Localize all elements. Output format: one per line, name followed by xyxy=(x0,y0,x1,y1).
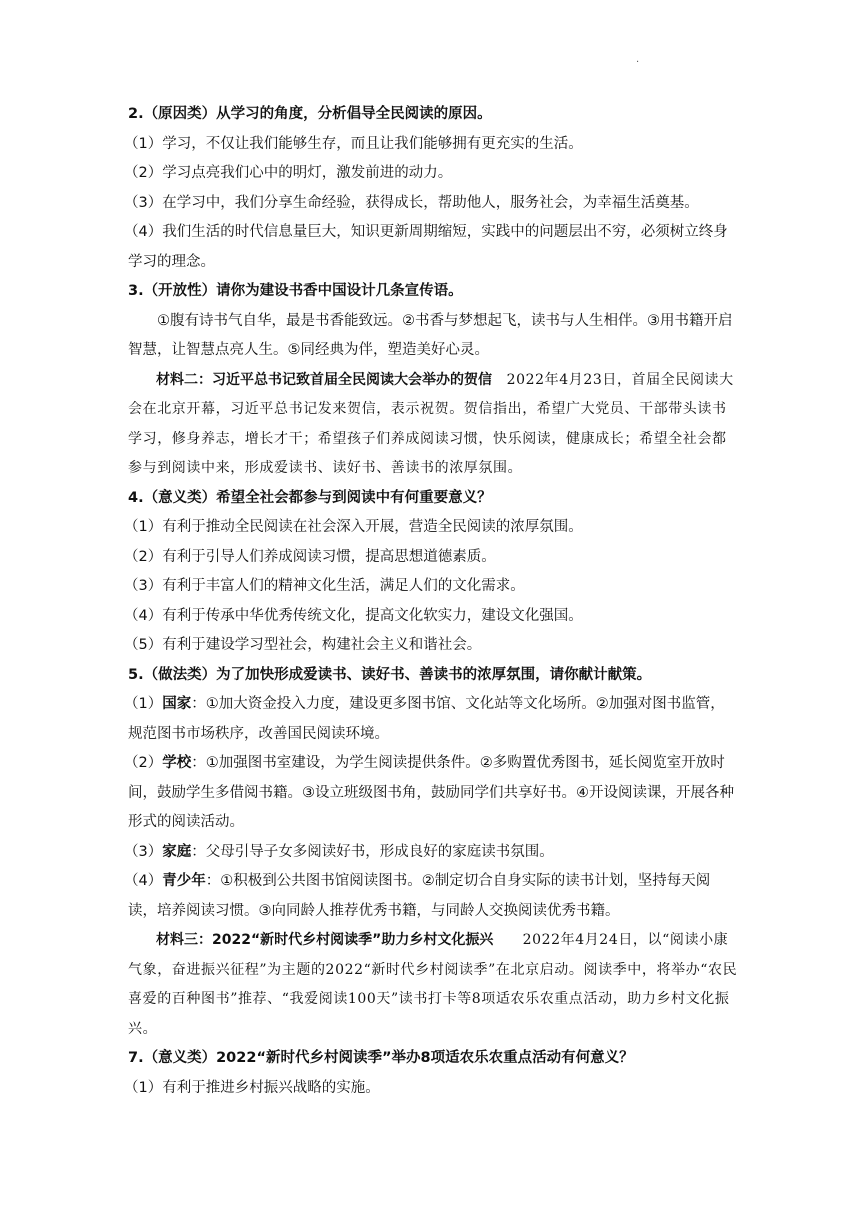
item-text: ：①加大资金投入力度，建设更多图书馆、文化站等文化场所。②加强对图书监管，规范图书市场秩序，改善国民阅读环境。 xyxy=(128,696,725,742)
header-dot: . xyxy=(636,54,640,65)
question-4-title: 4.（意义类）希望全社会都参与到阅读中有何重要意义？ xyxy=(128,489,492,506)
item-label: 学校 xyxy=(162,755,192,771)
question-5-item-family xyxy=(124,838,738,868)
question-3-answer: ①腹有诗书气自华，最是书香能致远。②书香与梦想起飞，读书与人生相伴。③用书籍开启智慧，让智慧点亮人生。⑤同经典为伴，塑造美好心灵。 xyxy=(128,312,733,358)
item-prefix: （2） xyxy=(124,755,163,771)
material-3-paragraph xyxy=(128,926,738,1044)
question-7-item: （1）有利于推进乡村振兴战略的实施。 xyxy=(124,1079,380,1096)
question-4-item: （2）有利于引导人们养成阅读习惯，提高思想道德素质。 xyxy=(124,548,496,565)
material-2-body: 2022年4月23日，首届全民阅读大会在北京开幕，习近平总书记发来贺信，表示祝贺。贺信指出，希望广大党员、干部带头读书学习，修身养志，增长才干；希望孩子们养成阅读习惯，快乐阅读，健康成长；希望全社会都参与到阅读中来，形成爱读书、读好书、善读书的浓厚氛围。 xyxy=(128,371,734,476)
item-prefix: （1） xyxy=(124,696,163,712)
material-3-body: 2022年4月24日，以“阅读小康气象，奋进振兴征程”为主题的2022“新时代乡村阅读季”在北京启动。阅读季中，将举办“农民喜爱的百种图书”推荐、“我爱阅读100天”读书打卡等8项适农乐农重点活动，助力乡村文化振兴。 xyxy=(128,932,738,1037)
question-7-title: 7.（意义类）2022“新时代乡村阅读季”举办8项适农乐农重点活动有何意义？ xyxy=(128,1050,634,1066)
item-text: ：父母引导子女多阅读好书，形成良好的家庭读书氛围。 xyxy=(191,843,554,860)
question-2-item: （1）学习，不仅让我们能够生存，而且让我们能够拥有更充实的生活。 xyxy=(124,135,583,152)
question-2-item: （3）在学习中，我们分享生命经验，获得成长，帮助他人，服务社会，为幸福生活奠基。 xyxy=(124,194,699,211)
question-2-title: 2.（原因类）从学习的角度，分析倡导全民阅读的原因。 xyxy=(128,106,492,122)
material-3-title: 材料三：2022“新时代乡村阅读季”助力乡村文化振兴 xyxy=(156,932,494,948)
question-4-item: （5）有利于建设学习型社会，构建社会主义和谐社会。 xyxy=(124,637,482,653)
material-2-title: 材料二：习近平总书记致首届全民阅读大会举办的贺信 xyxy=(156,371,492,388)
question-2-item: （4）我们生活的时代信息量巨大，知识更新周期缩短，实践中的问题层出不穷，必须树立终身学习的理念。 xyxy=(124,224,728,270)
item-text: ：①加强图书室建设，为学生阅读提供条件。②多购置优秀图书，延长阅览室开放时间，鼓励学生多借阅书籍。③设立班级图书角，鼓励同学们共享好书。④开设阅读课，开展各种形式的阅读活动。 xyxy=(128,755,734,830)
question-4-item: （3）有利于丰富人们的精神文化生活，满足人们的文化需求。 xyxy=(124,578,525,594)
item-label: 家庭 xyxy=(162,843,192,860)
question-5-item-school xyxy=(124,749,738,838)
question-2-item: （2）学习点亮我们心中的明灯，激发前进的动力。 xyxy=(124,165,453,181)
question-3-title: 3.（开放性）请你为建设书香中国设计几条宣传语。 xyxy=(128,283,463,299)
question-5-item-youth xyxy=(124,867,738,926)
page-content xyxy=(124,100,738,1103)
material-2-paragraph xyxy=(128,366,738,484)
item-text: ：①积极到公共图书馆阅读图书。②制定切合自身实际的读书计划，坚持每天阅读，培养阅读习惯。③向同龄人推荐优秀书籍，与同龄人交换阅读优秀书籍。 xyxy=(128,873,711,919)
item-label: 青少年 xyxy=(162,873,206,889)
question-5-item-country xyxy=(124,690,738,749)
item-prefix: （4） xyxy=(124,873,163,889)
question-5-title: 5.（做法类）为了加快形成爱读书、读好书、善读书的浓厚氛围，请你献计献策。 xyxy=(128,666,652,683)
question-4-item: （1）有利于推动全民阅读在社会深入开展，营造全民阅读的浓厚氛围。 xyxy=(124,519,583,535)
item-label: 国家 xyxy=(162,696,192,712)
item-prefix: （3） xyxy=(124,843,163,860)
question-4-item: （4）有利于传承中华优秀传统文化，提高文化软实力，建设文化强国。 xyxy=(124,607,583,624)
